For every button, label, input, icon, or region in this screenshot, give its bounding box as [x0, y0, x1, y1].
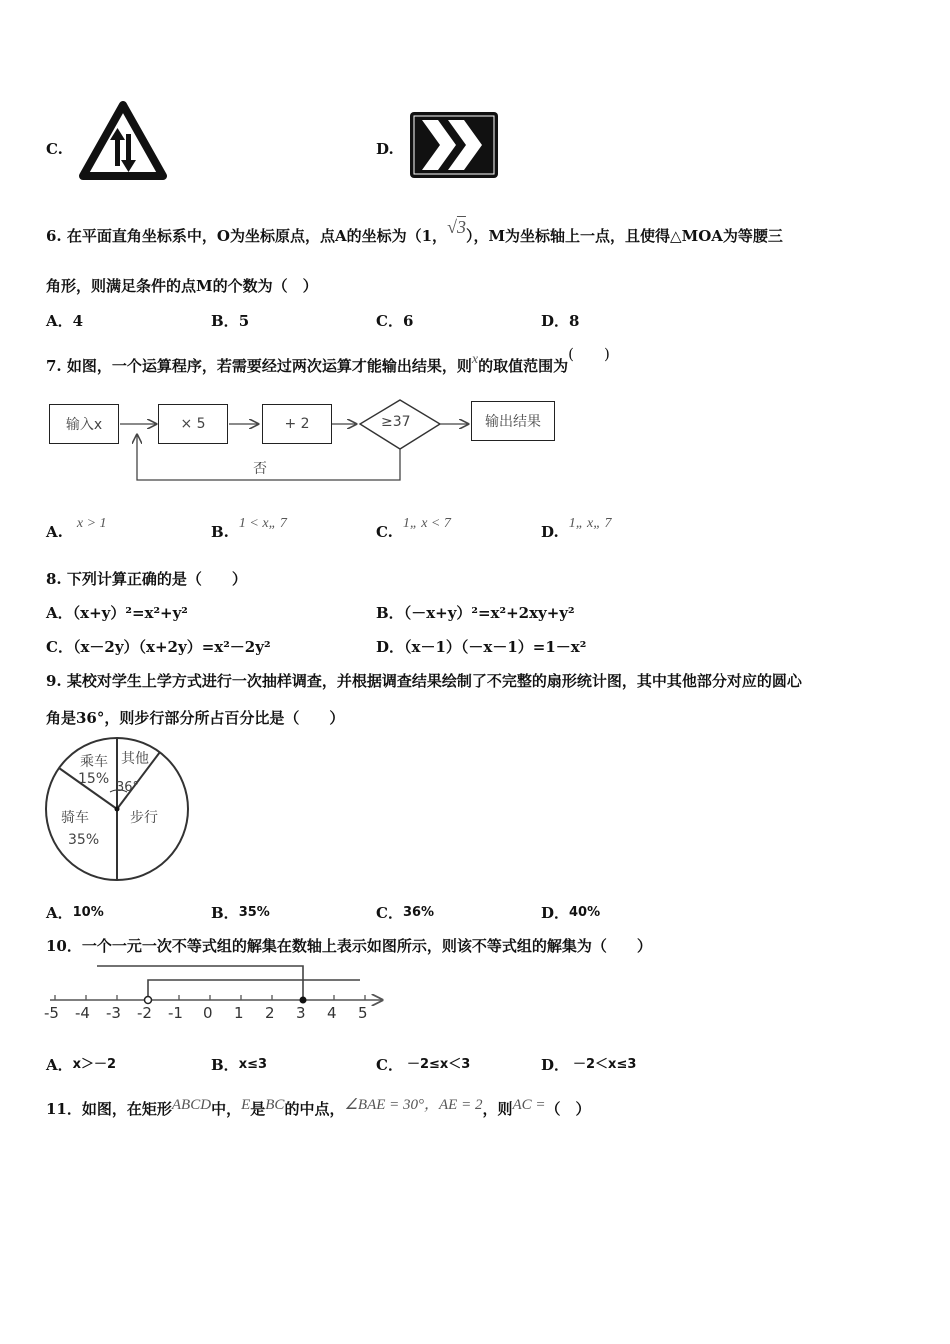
pie-label-bike-pct: 35% [68, 832, 100, 848]
q6-text-c: 角形，则满足条件的点M的个数为（ ） [46, 277, 318, 295]
q6-stem-line1 [46, 217, 783, 246]
pie-center-dot [115, 807, 120, 812]
pie-label-walk: 步行 [130, 810, 158, 826]
tick-label: 0 [203, 1004, 213, 1022]
pie-label-other-angle: 36° [116, 780, 140, 795]
q10-tick-labels [40, 1000, 390, 1030]
tick-label: 5 [358, 1004, 368, 1022]
q10-option-b[interactable]: B．x≤3 [211, 1056, 268, 1074]
q10-stem [46, 935, 652, 956]
q11-stem: 11．如图，在矩形ABCD中，E是BC的中点，∠BAE = 30°，AE = 2，则AC =（ ） [46, 1097, 591, 1118]
tick-label: 4 [327, 1004, 337, 1022]
tick-label: 2 [265, 1004, 275, 1022]
q6-option-a[interactable]: A．4 [46, 312, 84, 330]
q8-option-b[interactable]: B．（－x+y）²=x²+2xy+y² [376, 604, 575, 622]
q7-flow-condition: ≥37 [381, 414, 411, 430]
q9-option-c[interactable]: C．36% [376, 904, 435, 922]
q10-number: 10． [46, 937, 82, 955]
q7-flow-no-label: 否 [253, 461, 267, 477]
q9-option-b[interactable]: B．35% [211, 904, 270, 922]
q8-option-a[interactable]: A．（x+y）²=x²+y² [46, 604, 188, 622]
q10-option-d[interactable]: D． －2＜x≤3 [541, 1056, 637, 1074]
q7-option-d[interactable]: D. 1„ x„ 7 [541, 516, 612, 541]
q9-option-d[interactable]: D．40% [541, 904, 601, 922]
q9-option-a[interactable]: A．10% [46, 904, 104, 922]
tick-label: -5 [44, 1004, 59, 1022]
q9-pie-chart [40, 734, 195, 886]
q10-option-c[interactable]: C． －2≤x＜3 [376, 1056, 471, 1074]
q7-flow-input: 输入x [49, 404, 119, 444]
pie-label-other: 其他 [121, 751, 149, 767]
q6-sqrt: √3 [447, 217, 466, 237]
q7-number: 7. [46, 357, 62, 375]
q5-option-c-label: C. [46, 140, 63, 158]
q7-flow-multiply: × 5 [158, 404, 228, 444]
q5-option-d-label: D. [376, 140, 394, 158]
q7-text-b: 的取值范围为 [478, 357, 569, 375]
q7-paren: ( ) [568, 345, 610, 363]
q6-text-b: ），M为坐标轴上一点，且使得△MOA为等腰三 [465, 227, 783, 245]
pie-label-bike: 骑车 [61, 810, 89, 826]
q7-option-b[interactable]: B. 1 < x„ 7 [211, 516, 287, 541]
q9-number: 9. [46, 672, 62, 690]
tick-label: 1 [234, 1004, 244, 1022]
tick-label: -2 [137, 1004, 152, 1022]
tick-label: -3 [106, 1004, 121, 1022]
q7-text-a: 如图，一个运算程序，若需要经过两次运算才能输出结果，则 [66, 357, 472, 375]
q9-text-b: 角是36°，则步行部分所占百分比是（ ） [46, 709, 345, 727]
q10-text: 一个一元一次不等式组的解集在数轴上表示如图所示，则该不等式组的解集为（ ） [81, 937, 652, 955]
q6-option-c[interactable]: C．6 [376, 312, 414, 330]
tick-label: -4 [75, 1004, 90, 1022]
solution-bracket-lower [148, 980, 360, 1000]
q7-var: x [471, 352, 479, 367]
q7-flow-add: + 2 [262, 404, 332, 444]
q6-text-a: 在平面直角坐标系中，O为坐标原点，点A的坐标为（1， [66, 227, 448, 245]
q8-option-d[interactable]: D．（x－1）（－x－1）=1－x² [376, 638, 587, 656]
q11-number: 11． [46, 1100, 82, 1118]
q8-text: 下列计算正确的是（ ） [66, 570, 247, 588]
q8-stem [46, 568, 247, 589]
tick-label: -1 [168, 1004, 183, 1022]
q9-text-a: 某校对学生上学方式进行一次抽样调查，并根据调查结果绘制了不完整的扇形统计图，其中其他部分对应的圆心 [66, 672, 802, 690]
q6-number: 6. [46, 227, 62, 245]
q8-number: 8. [46, 570, 62, 588]
q8-option-c[interactable]: C．（x－2y）（x+2y）=x²－2y² [46, 638, 271, 656]
q7-stem [46, 345, 610, 376]
solution-bracket-upper [97, 966, 303, 1000]
q6-option-b[interactable]: B．5 [211, 312, 250, 330]
q9-stem-line1 [46, 670, 802, 691]
pie-label-ride-bus: 乘车 [80, 754, 108, 770]
pie-label-ride-bus-pct: 15% [78, 771, 110, 787]
two-way-traffic-warning-sign-icon [78, 100, 168, 182]
chevron-direction-sign-icon [408, 110, 500, 182]
q7-flow-output: 输出结果 [471, 401, 555, 441]
q7-option-c[interactable]: C. 1„ x < 7 [376, 516, 451, 541]
tick-label: 3 [296, 1004, 306, 1022]
q10-option-a[interactable]: A．x＞－2 [46, 1056, 117, 1074]
q7-option-a[interactable]: A. x > 1 [46, 516, 107, 541]
q6-option-d[interactable]: D．8 [541, 312, 580, 330]
